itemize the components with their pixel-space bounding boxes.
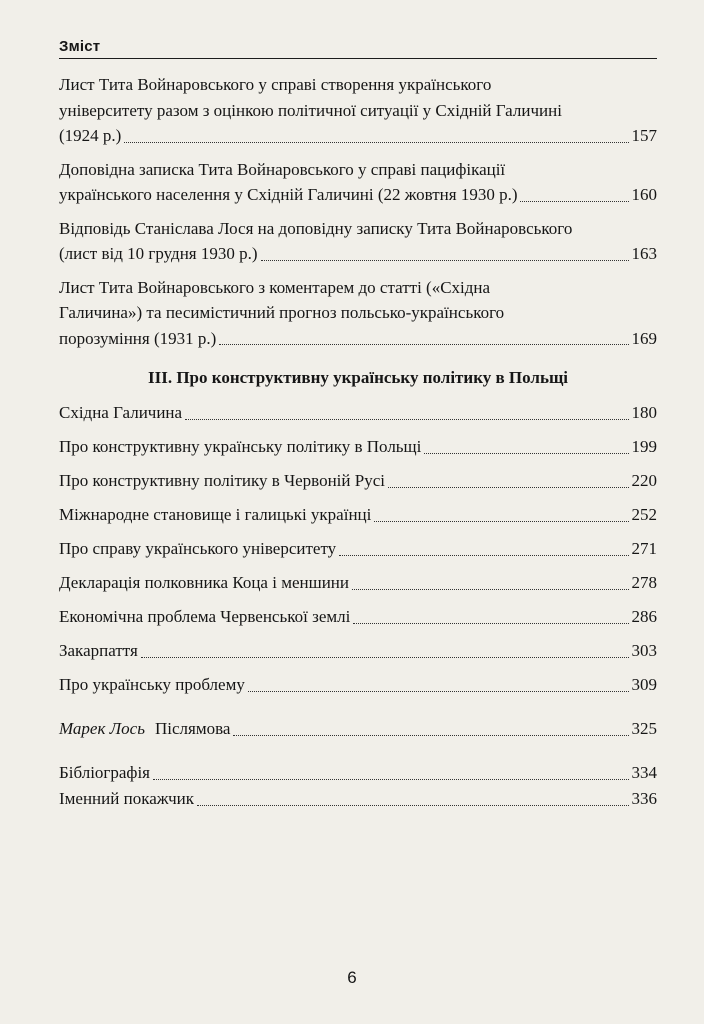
section-heading: ІІІ. Про конструктивну українську політику в Польщі [147,368,569,387]
toc-entry[interactable] [59,157,657,208]
page-ref: 157 [631,126,657,145]
page-ref: 180 [631,403,657,422]
toc-entry[interactable] [59,468,657,494]
toc-entry-line: (1924 р.) [59,126,122,145]
page-ref: 252 [631,505,657,524]
dot-leader [353,623,628,624]
toc-entry-title: Декларація полковника Коца і меншини [59,573,349,592]
toc-entry-title: Бібліографія [59,763,150,782]
toc-entry[interactable] [59,536,657,562]
toc-entry-title: Іменний покажчик [59,789,194,808]
dot-leader [520,201,628,202]
page-ref: 169 [631,328,657,348]
toc-entry-line: порозуміння (1931 р.) [59,328,217,348]
page-ref: 278 [631,573,657,592]
page-ref: 336 [631,789,657,808]
toc-entry[interactable] [59,570,657,596]
dot-leader [141,657,629,658]
header-rule [59,58,657,59]
page-ref: 163 [631,244,657,263]
toc-entry[interactable] [59,604,657,630]
toc-entry-title: Східна Галичина [59,403,183,422]
toc-entry-title: Про справу українського університету [59,539,337,558]
page-ref: 199 [631,437,657,456]
page-ref: 309 [631,675,657,694]
toc-entry-line: Відповідь Станіслава Лося на доповідну записку Тита Войнаровського [59,218,573,238]
toc-entry-afterword[interactable] [59,716,657,742]
toc-entry-title: Закарпаття [59,641,138,660]
dot-leader [388,487,629,488]
afterword-author: Марек Лось [59,719,145,738]
toc-entry-line: Галичина») та песимістичний прогноз польсько-українського [59,303,505,322]
page-ref: 160 [631,185,657,204]
toc-entry-line: Доповідна записка Тита Войнаровського у справі пацифікації [59,159,506,179]
running-head: Зміст [59,38,101,55]
toc-entry-line: (лист від 10 грудня 1930 р.) [59,244,258,263]
page-ref: 334 [631,763,657,782]
toc-entry[interactable] [59,786,657,812]
dot-leader [352,589,629,590]
page-ref: 271 [631,539,657,558]
toc-entry-title: Міжнародне становище і галицькі українці [59,505,372,524]
dot-leader [248,691,629,692]
table-of-contents [59,72,657,812]
toc-entry-line: Лист Тита Войнаровського з коментарем до статті («Східна [59,277,491,297]
dot-leader [261,260,629,261]
dot-leader [124,142,628,143]
toc-entry[interactable] [59,216,657,267]
dot-leader [339,555,628,556]
toc-entry-line: українського населення у Східній Галичині (22 жовтня 1930 р.) [59,185,518,204]
page-ref: 286 [631,607,657,626]
toc-entry-title: Про конструктивну українську політику в Польщі [59,437,422,456]
page-ref: 325 [631,719,657,738]
dot-leader [233,735,628,736]
dot-leader [374,521,628,522]
page-number: 6 [347,968,357,987]
toc-entry-title: Післямова [154,719,231,738]
toc-entry-title: Про українську проблему [59,675,245,694]
toc-entry[interactable] [59,400,657,426]
toc-entry-title: Економічна проблема Червенської землі [59,607,351,626]
page-ref: 303 [631,641,657,660]
toc-entry[interactable] [59,72,657,149]
toc-entry-line: університету разом з оцінкою політичної ситуації у Східній Галичині [59,100,562,120]
page-ref: 220 [631,471,657,490]
toc-entry[interactable] [59,434,657,460]
toc-entry[interactable] [59,502,657,528]
dot-leader [197,805,629,806]
dot-leader [185,419,628,420]
toc-entry[interactable] [59,672,657,698]
dot-leader [153,779,629,780]
toc-entry-line: Лист Тита Войнаровського у справі створення українського [59,75,492,94]
dot-leader [219,344,628,345]
toc-entry[interactable] [59,638,657,664]
toc-entry[interactable] [59,760,657,786]
toc-entry-title: Про конструктивну політику в Червоній Русі [59,471,385,490]
dot-leader [424,453,628,454]
toc-entry[interactable] [59,275,657,352]
